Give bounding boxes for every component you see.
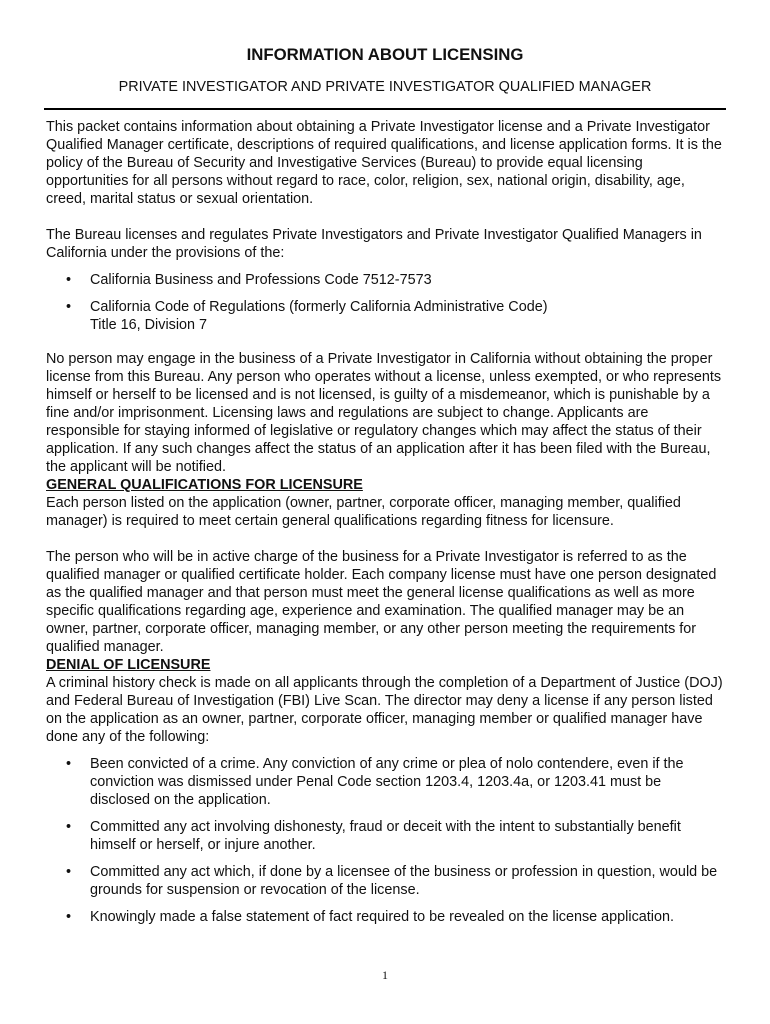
list-item — [46, 271, 724, 289]
header-divider — [44, 108, 726, 110]
list-item — [46, 818, 724, 854]
denial-reason-text: Committed any act which, if done by a licensee of the business or profession in question, would be grounds for suspension or revocation of the license. — [90, 864, 718, 898]
list-item — [46, 908, 724, 926]
denial-reasons-list — [46, 755, 724, 926]
denial-reason-text: Knowingly made a false statement of fact required to be revealed on the license application. — [90, 909, 674, 925]
provision-text: California Code of Regulations (formerly California Administrative Code) — [90, 299, 548, 315]
unlicensed-activity-paragraph: No person may engage in the business of a Private Investigator in California without obtaining the proper license from this Bureau. Any person who operates without a license, unless exempted, or who represents himself or herself to be licensed and is not licensed, is guilty of a misdemeanor, which is punishable by a fine and/or imprisonment. Licensing laws and regulations are subject to change. Applicants are responsible for staying informed of legislative or regulatory changes which may affect the status of their application. If any such changes affect the status of an application after it has been filed with the Bureau, the applicant will be notified. — [46, 351, 722, 475]
bullet-icon: • — [66, 756, 72, 772]
page-number: 1 — [382, 968, 388, 982]
qualified-manager-paragraph: The person who will be in active charge of the business for a Private Investigator is referred to as the qualified manager or qualified certificate holder. Each company license must have one person designated as the qualified manager and that person must meet the general license qualifications as well as more specific qualifications regarding age, experience and examination. The qualified manager may be an owner, partner, corporate officer, managing member, or any other person meeting the requirements for qualified manager. — [46, 549, 717, 655]
provisions-list — [46, 271, 724, 334]
provisions-intro-paragraph: The Bureau licenses and regulates Private Investigators and Private Investigator Qualified Managers in California under the provisions of the: — [46, 227, 702, 261]
page-title: INFORMATION ABOUT LICENSING — [246, 45, 524, 64]
general-qualifications-paragraph: Each person listed on the application (owner, partner, corporate officer, managing member, qualified manager) is required to meet certain general qualifications regarding fitness for licensure. — [46, 495, 681, 529]
bullet-icon: • — [66, 299, 72, 315]
list-item — [46, 755, 724, 809]
denial-reason-text: Been convicted of a crime. Any conviction of any crime or plea of nolo contendere, even if the conviction was dismissed under Penal Code section 1203.4, 1203.4a, or 1203.41 must be disclosed on the application. — [90, 756, 684, 808]
denial-reason-text: Committed any act involving dishonesty, fraud or deceit with the intent to substantially benefit himself or herself, or injure another. — [90, 819, 681, 853]
bullet-icon: • — [66, 272, 72, 288]
bullet-icon: • — [66, 864, 72, 880]
list-item — [46, 863, 724, 899]
intro-paragraph: This packet contains information about obtaining a Private Investigator license and a Private Investigator Qualified Manager certificate, descriptions of required qualifications, and license application forms. It is the policy of the Bureau of Security and Investigative Services (Bureau) to provide equal licensing opportunities for all persons without regard to race, color, religion, sex, national origin, disability, age, creed, marital status or sexual orientation. — [46, 119, 722, 207]
bullet-icon: • — [66, 909, 72, 925]
bullet-icon: • — [66, 819, 72, 835]
general-qualifications-heading: GENERAL QUALIFICATIONS FOR LICENSURE — [46, 477, 363, 493]
list-item — [46, 298, 724, 334]
page-subtitle: PRIVATE INVESTIGATOR AND PRIVATE INVESTIGATOR QUALIFIED MANAGER — [118, 79, 652, 95]
provision-text: California Business and Professions Code 7512-7573 — [90, 272, 432, 288]
denial-of-licensure-heading: DENIAL OF LICENSURE — [46, 657, 211, 673]
provision-text-line2: Title 16, Division 7 — [90, 317, 208, 333]
denial-paragraph: A criminal history check is made on all applicants through the completion of a Department of Justice (DOJ) and Federal Bureau of Investigation (FBI) Live Scan. The director may deny a license if any person listed on the application as an owner, partner, corporate officer, managing member or qualified manager have done any of the following: — [46, 675, 723, 745]
